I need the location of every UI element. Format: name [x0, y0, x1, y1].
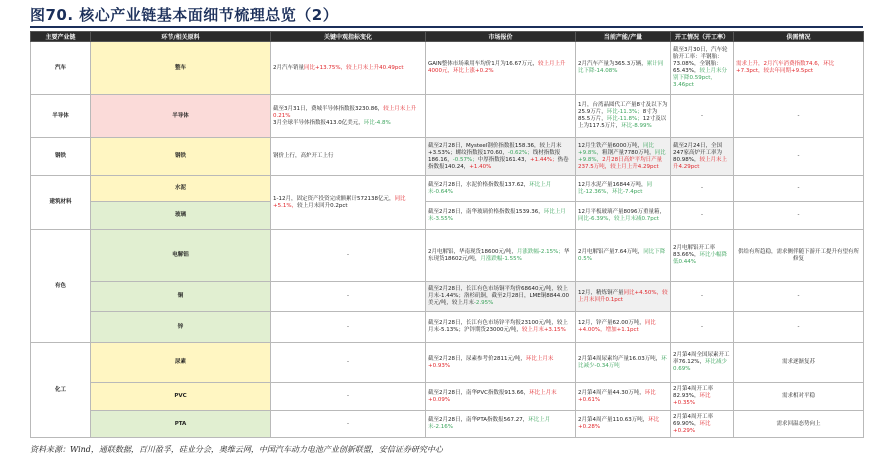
- capacity-auto: 2月汽车产量为365.3万辆，累计同比下降-14.08%: [576, 42, 671, 95]
- segment-semiconductor: 半导体: [91, 95, 271, 138]
- header-market: 市场报价: [426, 32, 576, 42]
- supply-cement: -: [734, 176, 864, 202]
- indicator-pta: -: [271, 411, 426, 438]
- header-operating: 开工情况（开工率）: [671, 32, 734, 42]
- header-capacity: 当前产能/产量: [576, 32, 671, 42]
- supply-semiconductor: -: [734, 95, 864, 138]
- supply-aluminum: 供给有所趋稳，需求侧伴随下游开工提升有望有所修复: [734, 230, 864, 282]
- table-row-auto: [31, 42, 864, 95]
- indicator-aluminum: -: [271, 230, 426, 282]
- capacity-copper: 12月，精炼铜产量同比+4.50%，较上月末回升0.1pct: [576, 282, 671, 312]
- segment-pvc: PVC: [91, 383, 271, 411]
- supply-urea: 需求逐渐复苏: [734, 343, 864, 383]
- table-row-urea: [31, 343, 864, 383]
- operating-steel: 截至2月24日，全国247家高炉开工率为80.98%，较上月末上升4.29pct: [671, 138, 734, 176]
- segment-aluminum: 电解铝: [91, 230, 271, 282]
- indicator-steel: 钢价上行，高炉开工上行: [271, 138, 426, 176]
- market-copper: 截至2月28日，长江有色市场铜平均价68640元/吨，较上月末-1.44%；洛杉矶铜，截至2月28日，LME铜8844.00美元/吨，较上月末-2.95%: [426, 282, 576, 312]
- table-row-pta: [31, 411, 864, 438]
- capacity-aluminum: 2月电解铝产量7.64万吨，同比下降0.5%: [576, 230, 671, 282]
- market-semiconductor: [426, 95, 576, 138]
- operating-urea: 2月第4周全国尿素开工率76.12%，环比减少0.69%: [671, 343, 734, 383]
- indicator-pvc: -: [271, 383, 426, 411]
- segment-glass: 玻璃: [91, 202, 271, 230]
- sector-chemical: 化工: [31, 343, 91, 438]
- indicator-urea: -: [271, 343, 426, 383]
- sector-nonferrous: 有色: [31, 230, 91, 343]
- segment-copper: 铜: [91, 282, 271, 312]
- header-chain: 主要产业链: [31, 32, 91, 42]
- header-supply: 供需情况: [734, 32, 864, 42]
- market-pta: 截至2月28日，南华PTA指数报567.27，环比上月末-2.16%: [426, 411, 576, 438]
- source-note: 资料来源：Wind，通联数据，百川盈孚，硅业分会，奥维云网，中国汽车动力电池产业创新联盟，安信证券研究中心: [30, 445, 443, 454]
- market-auto: GAIN整体市场乘用车均价1月为16.67万元，较上月上升4000元，环比上涨+0.2%: [426, 42, 576, 95]
- supply-pta: 需求回温态势向上: [734, 411, 864, 438]
- table-row-semiconductor: [31, 95, 864, 138]
- supply-steel: -: [734, 138, 864, 176]
- indicator-auto: 2月汽车销量同比+13.75%，较上月末上升40.49pct: [271, 42, 426, 95]
- indicator-zinc: -: [271, 312, 426, 343]
- market-pvc: 截至2月28日，南华PVC指数报913.66，环比上月末+0.09%: [426, 383, 576, 411]
- market-urea: 截至2月28日，尿素参考价2811元/吨，环比上月末+0.93%: [426, 343, 576, 383]
- supply-copper: -: [734, 282, 864, 312]
- supply-glass: -: [734, 202, 864, 230]
- indicator-building: 1-12月，固定资产投资完成额累计572138亿元，同比+5.1%，较上月末回升0.2pct: [271, 176, 426, 230]
- market-cement: 截至2月28日，水泥价格指数报137.62，环比上月末-0.64%: [426, 176, 576, 202]
- operating-pta: 2月第4周开工率69.90%，环比+0.29%: [671, 411, 734, 438]
- segment-urea: 尿素: [91, 343, 271, 383]
- capacity-pvc: 2月第4周产量44.30万吨，环比+0.61%: [576, 383, 671, 411]
- sector-steel: 钢铁: [31, 138, 91, 176]
- market-zinc: 截至2月28日，长江有色市场锌平均报23100元/吨，较上月末-5.13%；沪锌期货23000元/吨，较上月末+3.15%: [426, 312, 576, 343]
- segment-vehicle: 整车: [91, 42, 271, 95]
- capacity-pta: 2月第4周产量110.63万吨，环比+0.28%: [576, 411, 671, 438]
- header-segment: 环节/相关原料: [91, 32, 271, 42]
- sector-semiconductor: 半导体: [31, 95, 91, 138]
- segment-pta: PTA: [91, 411, 271, 438]
- operating-copper: -: [671, 282, 734, 312]
- operating-zinc: -: [671, 312, 734, 343]
- supply-pvc: 需求相对平稳: [734, 383, 864, 411]
- capacity-cement: 12月水泥产量16844万吨，同比-12.36%，环比-7.4pct: [576, 176, 671, 202]
- market-steel: 截至2月28日，Mysteel钢价指数报158.36，较上月末+3.53%；螺纹指数报170.60，-0.62%；线材指数报186.16，-0.57%；中厚指数报161.43，+1.44%；热卷指数报140.24，+1.40%: [426, 138, 576, 176]
- operating-pvc: 2月第4周开工率82.93%，环比+0.35%: [671, 383, 734, 411]
- table-row-glass: [31, 202, 864, 230]
- operating-auto: 截至3月30日，汽车轮胎开工率：半钢胎：73.08%，全钢胎：65.43%，较上月末分别下降0.59pct，3.46pct: [671, 42, 734, 95]
- capacity-glass: 12月平板玻璃产量8096万重量箱，同比-6.39%，较上月末减0.7pct: [576, 202, 671, 230]
- segment-steel: 钢铁: [91, 138, 271, 176]
- table-row-aluminum: [31, 230, 864, 282]
- title-rule: [30, 26, 863, 28]
- operating-glass: -: [671, 202, 734, 230]
- table-row-copper: [31, 282, 864, 312]
- indicator-copper: -: [271, 282, 426, 312]
- table-header-row: [31, 32, 864, 42]
- page-title: 图70. 核心产业链基本面细节梳理总览（2）: [30, 6, 339, 24]
- segment-zinc: 锌: [91, 312, 271, 343]
- sector-auto: 汽车: [31, 42, 91, 95]
- supply-auto: 需求上升，2月汽车消费指数74.6，环比+7.3pct，较去年同期+9.5pct: [734, 42, 864, 95]
- market-aluminum: 2月电解铝，华南现货18600元/吨，月涨跌幅-2.15%；华东现货18602元/吨，月涨跌幅-1.55%: [426, 230, 576, 282]
- indicator-semiconductor: 截至3月31日，费城半导体指数报3230.86，较上月末上升0.21% 3月全球半导体指数报413.0亿美元，环比-4.8%: [271, 95, 426, 138]
- supply-zinc: -: [734, 312, 864, 343]
- sector-building: 建筑材料: [31, 176, 91, 230]
- segment-cement: 水泥: [91, 176, 271, 202]
- capacity-semiconductor: 1月，台湾晶圆代工产量8寸及以下为25.9万片，环比-11.3%；8寸为85.5万片，环比-11.8%；12寸及以上为117.5万片，环比-8.99%: [576, 95, 671, 138]
- operating-semiconductor: -: [671, 95, 734, 138]
- table-row-cement: [31, 176, 864, 202]
- overview-table: [30, 31, 864, 438]
- capacity-steel: 12月生铁产量6000万吨，同比+9.8%，粗钢产量7780万吨，同比+9.8%，2月28日高炉平均日产量237.5万吨，较上月上升4.29pct: [576, 138, 671, 176]
- table-row-pvc: [31, 383, 864, 411]
- operating-aluminum: 2月电解铝开工率83.66%，环比小幅降低0.44%: [671, 230, 734, 282]
- capacity-urea: 2月第4周尿素均产量16.03万吨，环比减少-0.34万吨: [576, 343, 671, 383]
- operating-cement: -: [671, 176, 734, 202]
- market-glass: 截至2月28日，南华玻璃价格指数报1539.36，环比上月末-3.55%: [426, 202, 576, 230]
- capacity-zinc: 12月，锌产量62.00万吨，同比+4.00%，增加+1.1pct: [576, 312, 671, 343]
- header-indicator: 关键中观指标变化: [271, 32, 426, 42]
- table-row-steel: [31, 138, 864, 176]
- table-row-zinc: [31, 312, 864, 343]
